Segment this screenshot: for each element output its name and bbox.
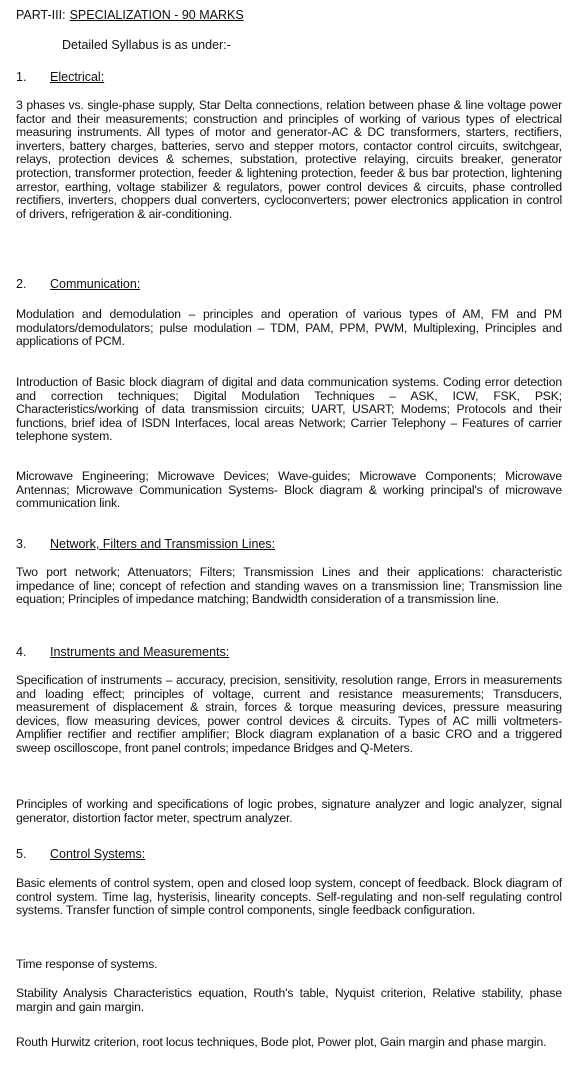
section-paragraph: Modulation and demodulation – principles and operation of various types of AM, FM and PM modulators/demodulators; pulse modulation – TDM, PAM, PPM, PWM, Multiplexing, Principles and applications of PCM. <box>16 307 562 349</box>
section-heading-network <box>16 538 275 552</box>
section-paragraph: Time response of systems. <box>16 957 158 971</box>
section-number: 1. <box>16 70 27 84</box>
part-label: PART-III: <box>16 8 66 22</box>
section-paragraph: Two port network; Attenuators; Filters; Transmission Lines and their applications: characteristic impedance of line; concept of refection and standing waves on a transmission line; Transmission line equation; Principles of impedance matching; Bandwidth consideration of a transmission line. <box>16 565 562 607</box>
section-paragraph: Specification of instruments – accuracy, precision, sensitivity, resolution range, Errors in measurements and loading effect; principles of voltage, current and resistance measurements; Transducers, measurement of displacement & strain, forces & torque measuring devices, pressure measuring devices, flow measuring devices, power control devices & circuits. Types of AC milli voltmeters- Amplifier rectifier and rectifier amplifier; Block diagram explanation of a basic CRO and a triggered sweep oscilloscope, front panel controls; impedance Bridges and Q-Meters. <box>16 673 562 755</box>
section-paragraph: 3 phases vs. single-phase supply, Star Delta connections, relation between phase & line voltage power factor and their measurements; construction and principles of working of various types of electrical measuring instruments. All types of motor and generator-AC & DC transformers, starters, rectifiers, inverters, battery charges, batteries, servo and stepper motors, contactor control circuits, switchgear, relays, protection devices & schemes, substation, protective relaying, circuits breaker, generator protection, transformer protection, feeder & lightening protection, feeder & bus bar protection, lightening arrestor, earthing, voltage stabilizer & regulators, power control devices & circuits, phase controlled rectifiers, inverters, choppers dual converters, cycloconverters; power electronics application in control of drivers, refrigeration & air-conditioning. <box>16 98 562 221</box>
section-heading-control <box>16 848 145 862</box>
section-heading-electrical <box>16 71 104 85</box>
section-heading-instruments <box>16 646 229 660</box>
section-paragraph: Introduction of Basic block diagram of digital and data communication systems. Coding error detection and correction techniques; Digital Modulation Techniques – ASK, ICW, FSK, PSK; Characteristics/working of data transmission circuits; UART, USART; Modems; Protocols and their functions, brief idea of ISDN Interfaces, local areas Network; Carrier Telephony – Features of carrier telephone system. <box>16 375 562 444</box>
section-title: Network, Filters and Transmission Lines: <box>50 537 276 551</box>
section-number: 4. <box>16 645 27 659</box>
section-title: Instruments and Measurements: <box>50 645 230 659</box>
section-paragraph: Principles of working and specifications of logic probes, signature analyzer and logic analyzer, signal generator, distortion factor meter, spectrum analyzer. <box>16 797 562 825</box>
section-paragraph: Microwave Engineering; Microwave Devices; Wave-guides; Microwave Components; Microwave Antennas; Microwave Communication Systems- Block diagram & working principal's of microwave communication link. <box>16 469 562 511</box>
section-title: Electrical: <box>50 70 105 84</box>
section-paragraph: Stability Analysis Characteristics equation, Routh's table, Nyquist criterion, Relative stability, phase margin and gain margin. <box>16 986 562 1014</box>
section-title: Communication: <box>50 277 141 291</box>
part-header <box>16 9 244 23</box>
section-paragraph: Basic elements of control system, open and closed loop system, concept of feedback. Block diagram of control system. Time lag, hysterisis, linearity concepts. Self-regulating and non-self regulating control systems. Transfer function of simple control components, single feedback configuration. <box>16 876 562 918</box>
section-number: 2. <box>16 277 27 291</box>
section-title: Control Systems: <box>50 847 146 861</box>
section-number: 5. <box>16 847 27 861</box>
section-heading-communication <box>16 278 140 292</box>
part-title: SPECIALIZATION - 90 MARKS <box>69 8 244 22</box>
intro-text: Detailed Syllabus is as under:- <box>62 38 231 52</box>
section-number: 3. <box>16 537 27 551</box>
section-paragraph: Routh Hurwitz criterion, root locus techniques, Bode plot, Power plot, Gain margin and phase margin. <box>16 1035 547 1049</box>
